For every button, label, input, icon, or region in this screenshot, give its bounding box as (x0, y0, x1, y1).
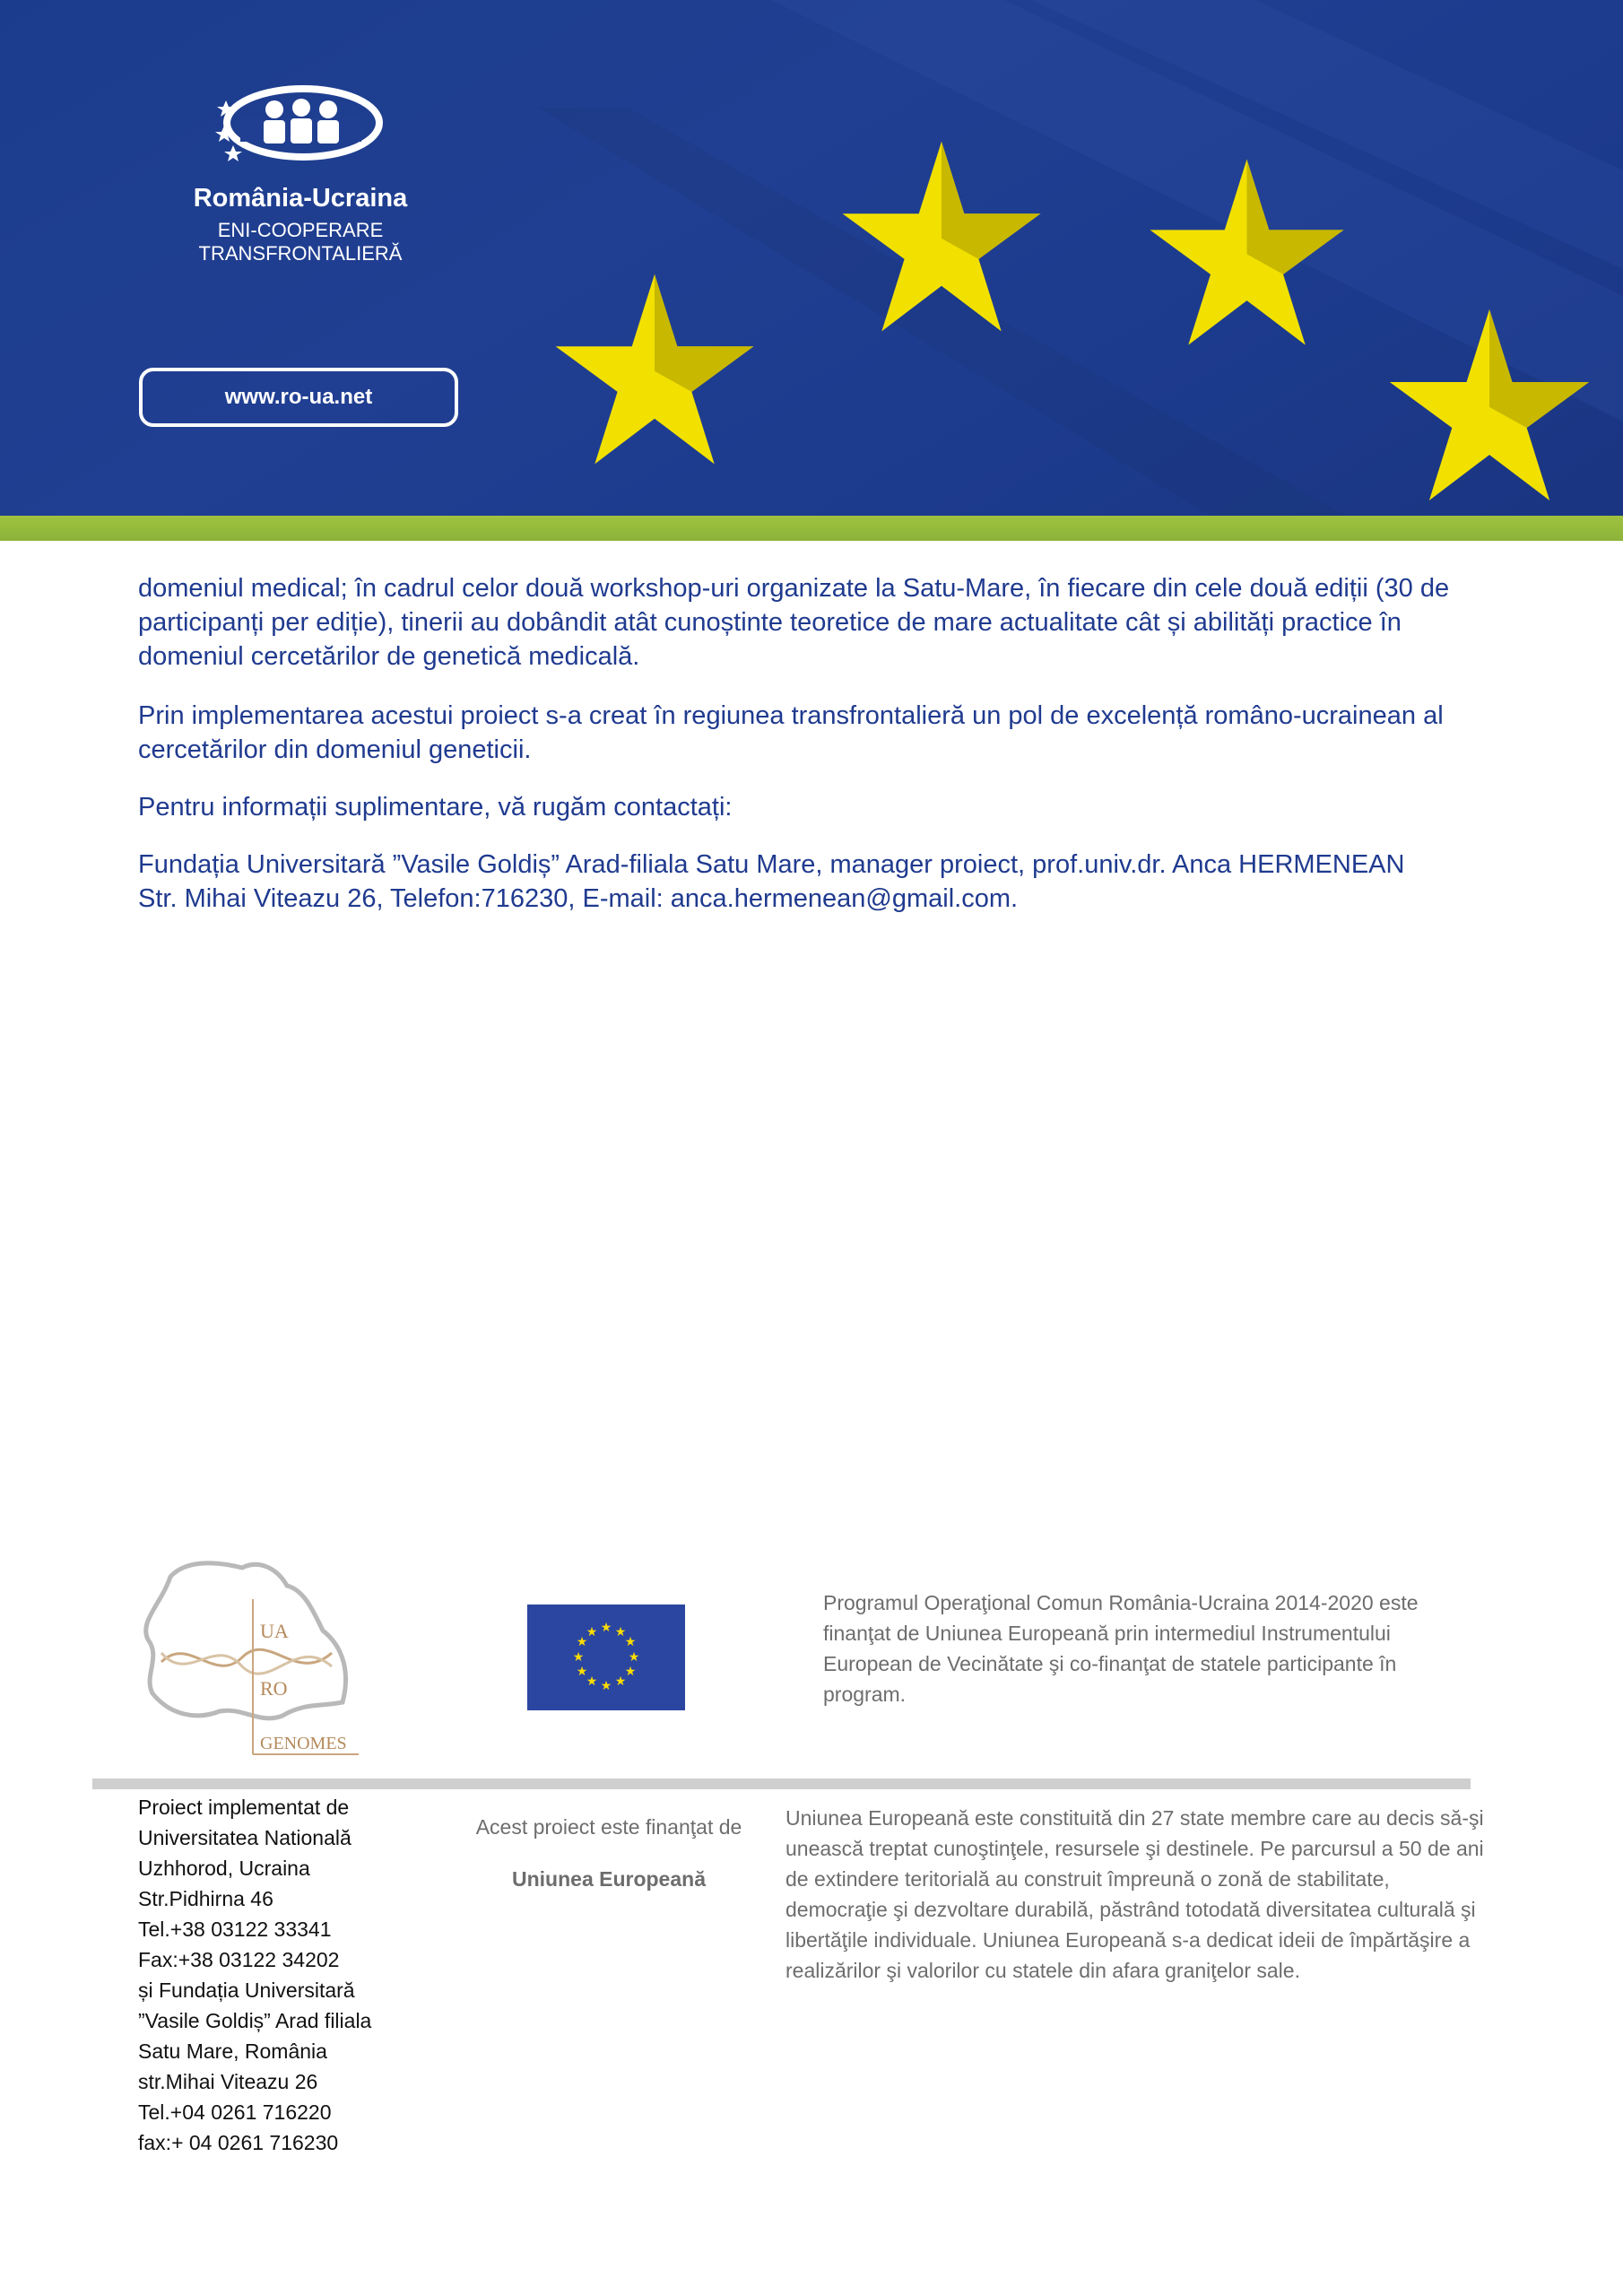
svg-text:★: ★ (614, 1674, 627, 1688)
footer-divider (92, 1779, 1471, 1789)
svg-text:★: ★ (600, 1620, 612, 1634)
funded-by-eu: Uniunea Europeană (512, 1867, 706, 1891)
body-paragraph-1: domeniul medical; în cadrul celor două workshop-uri organizate la Satu-Mare, în fiecare din cele două ediții (30 de participanți per ediție), tinerii au dobândit atât cunoștinte teoretice de mare actualitate cât și abilități practice în domeniul cercetărilor de genetică medicală. (138, 574, 1450, 671)
footer-contact-line: fax:+ 04 0261 716230 (138, 2131, 339, 2154)
ua-ro-genomes-logo (135, 1550, 368, 1765)
funded-by (466, 1812, 751, 1894)
svg-text:★: ★ (576, 1634, 588, 1648)
eu-star-icon (1385, 309, 1593, 507)
svg-text:★: ★ (614, 1624, 627, 1639)
svg-text:★: ★ (624, 1664, 637, 1678)
svg-text:★: ★ (624, 1634, 637, 1648)
footer-contact-line: Satu Mare, România (138, 2039, 327, 2063)
eu-flag-stars (527, 1605, 685, 1710)
program-subtitle: ENI-COOPERARE TRANSFRONTALIERĂ (198, 219, 403, 265)
svg-text:★: ★ (576, 1664, 588, 1678)
eu-flag (527, 1605, 685, 1710)
footer-contact-line: Uzhhorod, Ucraina (138, 1857, 310, 1880)
svg-text:★: ★ (628, 1649, 640, 1664)
footer-contact-line: Universitatea Natională (138, 1826, 352, 1849)
svg-text:★: ★ (586, 1674, 598, 1688)
footer-contact-line: Tel.+04 0261 716220 (138, 2100, 332, 2124)
footer-contact-line: Fax:+38 03122 34202 (138, 1948, 340, 1971)
footer-contact-line: Tel.+38 03122 33341 (138, 1918, 332, 1941)
contact-intro: Pentru informații suplimentare, vă rugăm contactați: (138, 793, 733, 822)
accent-bar (0, 516, 1623, 541)
ro-ua-program-logo (213, 83, 384, 168)
svg-text:★: ★ (572, 1649, 585, 1664)
funded-by-line: Acest proiect este finanţat de (475, 1815, 742, 1839)
footer-contact-line: str.Mihai Viteazu 26 (138, 2070, 318, 2093)
eu-star-icon (551, 274, 758, 471)
svg-text:★: ★ (586, 1624, 598, 1639)
svg-text:★: ★ (600, 1678, 612, 1692)
logo-genomes-text: GENOMES (260, 1734, 347, 1753)
eu-star-icon (838, 141, 1045, 338)
eu-description: Uniunea Europeană este constituită din 27 state membre care au decis să-şi unească treptat cunoştinţele, resursele şi destinele. Pe parcursul a 50 de ani de extindere teritorială au construit împreună o zonă de stabilitate, democraţie şi dezvoltare durabilă, păstrând totodată diversitatea culturală şi libertăţile individuale. Uniunea Europeană s-a dedicat ideii de împărtăşire a realizărilor şi valorilor cu statele din afara graniţelor sale. (785, 1806, 1484, 1982)
logo-ua-text: UA (260, 1620, 289, 1642)
footer-contact-line: Proiect implementat de (138, 1796, 350, 1819)
program-funding-note: Programul Operaţional Comun România-Ucraina 2014-2020 este finanţat de Uniunea Europeană prin intermediul Instrumentului European de Vecinătate şi co-finanţat de statele participante în program. (823, 1591, 1419, 1706)
logo-ro-text: RO (260, 1677, 288, 1700)
contact-line: Str. Mihai Viteazu 26, Telefon:716230, E-mail: anca.hermenean@gmail.com. (138, 884, 1019, 913)
contact-details (138, 848, 1487, 916)
program-title: România-Ucraina (193, 184, 408, 213)
footer-contact-line: Str.Pidhirna 46 (138, 1887, 273, 1910)
website-link[interactable]: www.ro-ua.net (139, 368, 458, 427)
footer-contact-line: ”Vasile Goldiș” Arad filiala (138, 2009, 372, 2032)
footer-contact (138, 1792, 425, 2158)
header-banner (0, 0, 1623, 516)
body-paragraph-2: Prin implementarea acestui proiect s-a creat în regiunea transfrontalieră un pol de excelență româno-ucrainean al cercetărilor din domeniul geneticii. (138, 701, 1444, 764)
contact-line: Fundația Universitară ”Vasile Goldiș” Arad-filiala Satu Mare, manager proiect, prof.univ.dr. Anca HERMENEAN (138, 850, 1405, 879)
footer-contact-line: și Fundația Universitară (138, 1979, 355, 2002)
eu-star-icon (1146, 159, 1348, 352)
